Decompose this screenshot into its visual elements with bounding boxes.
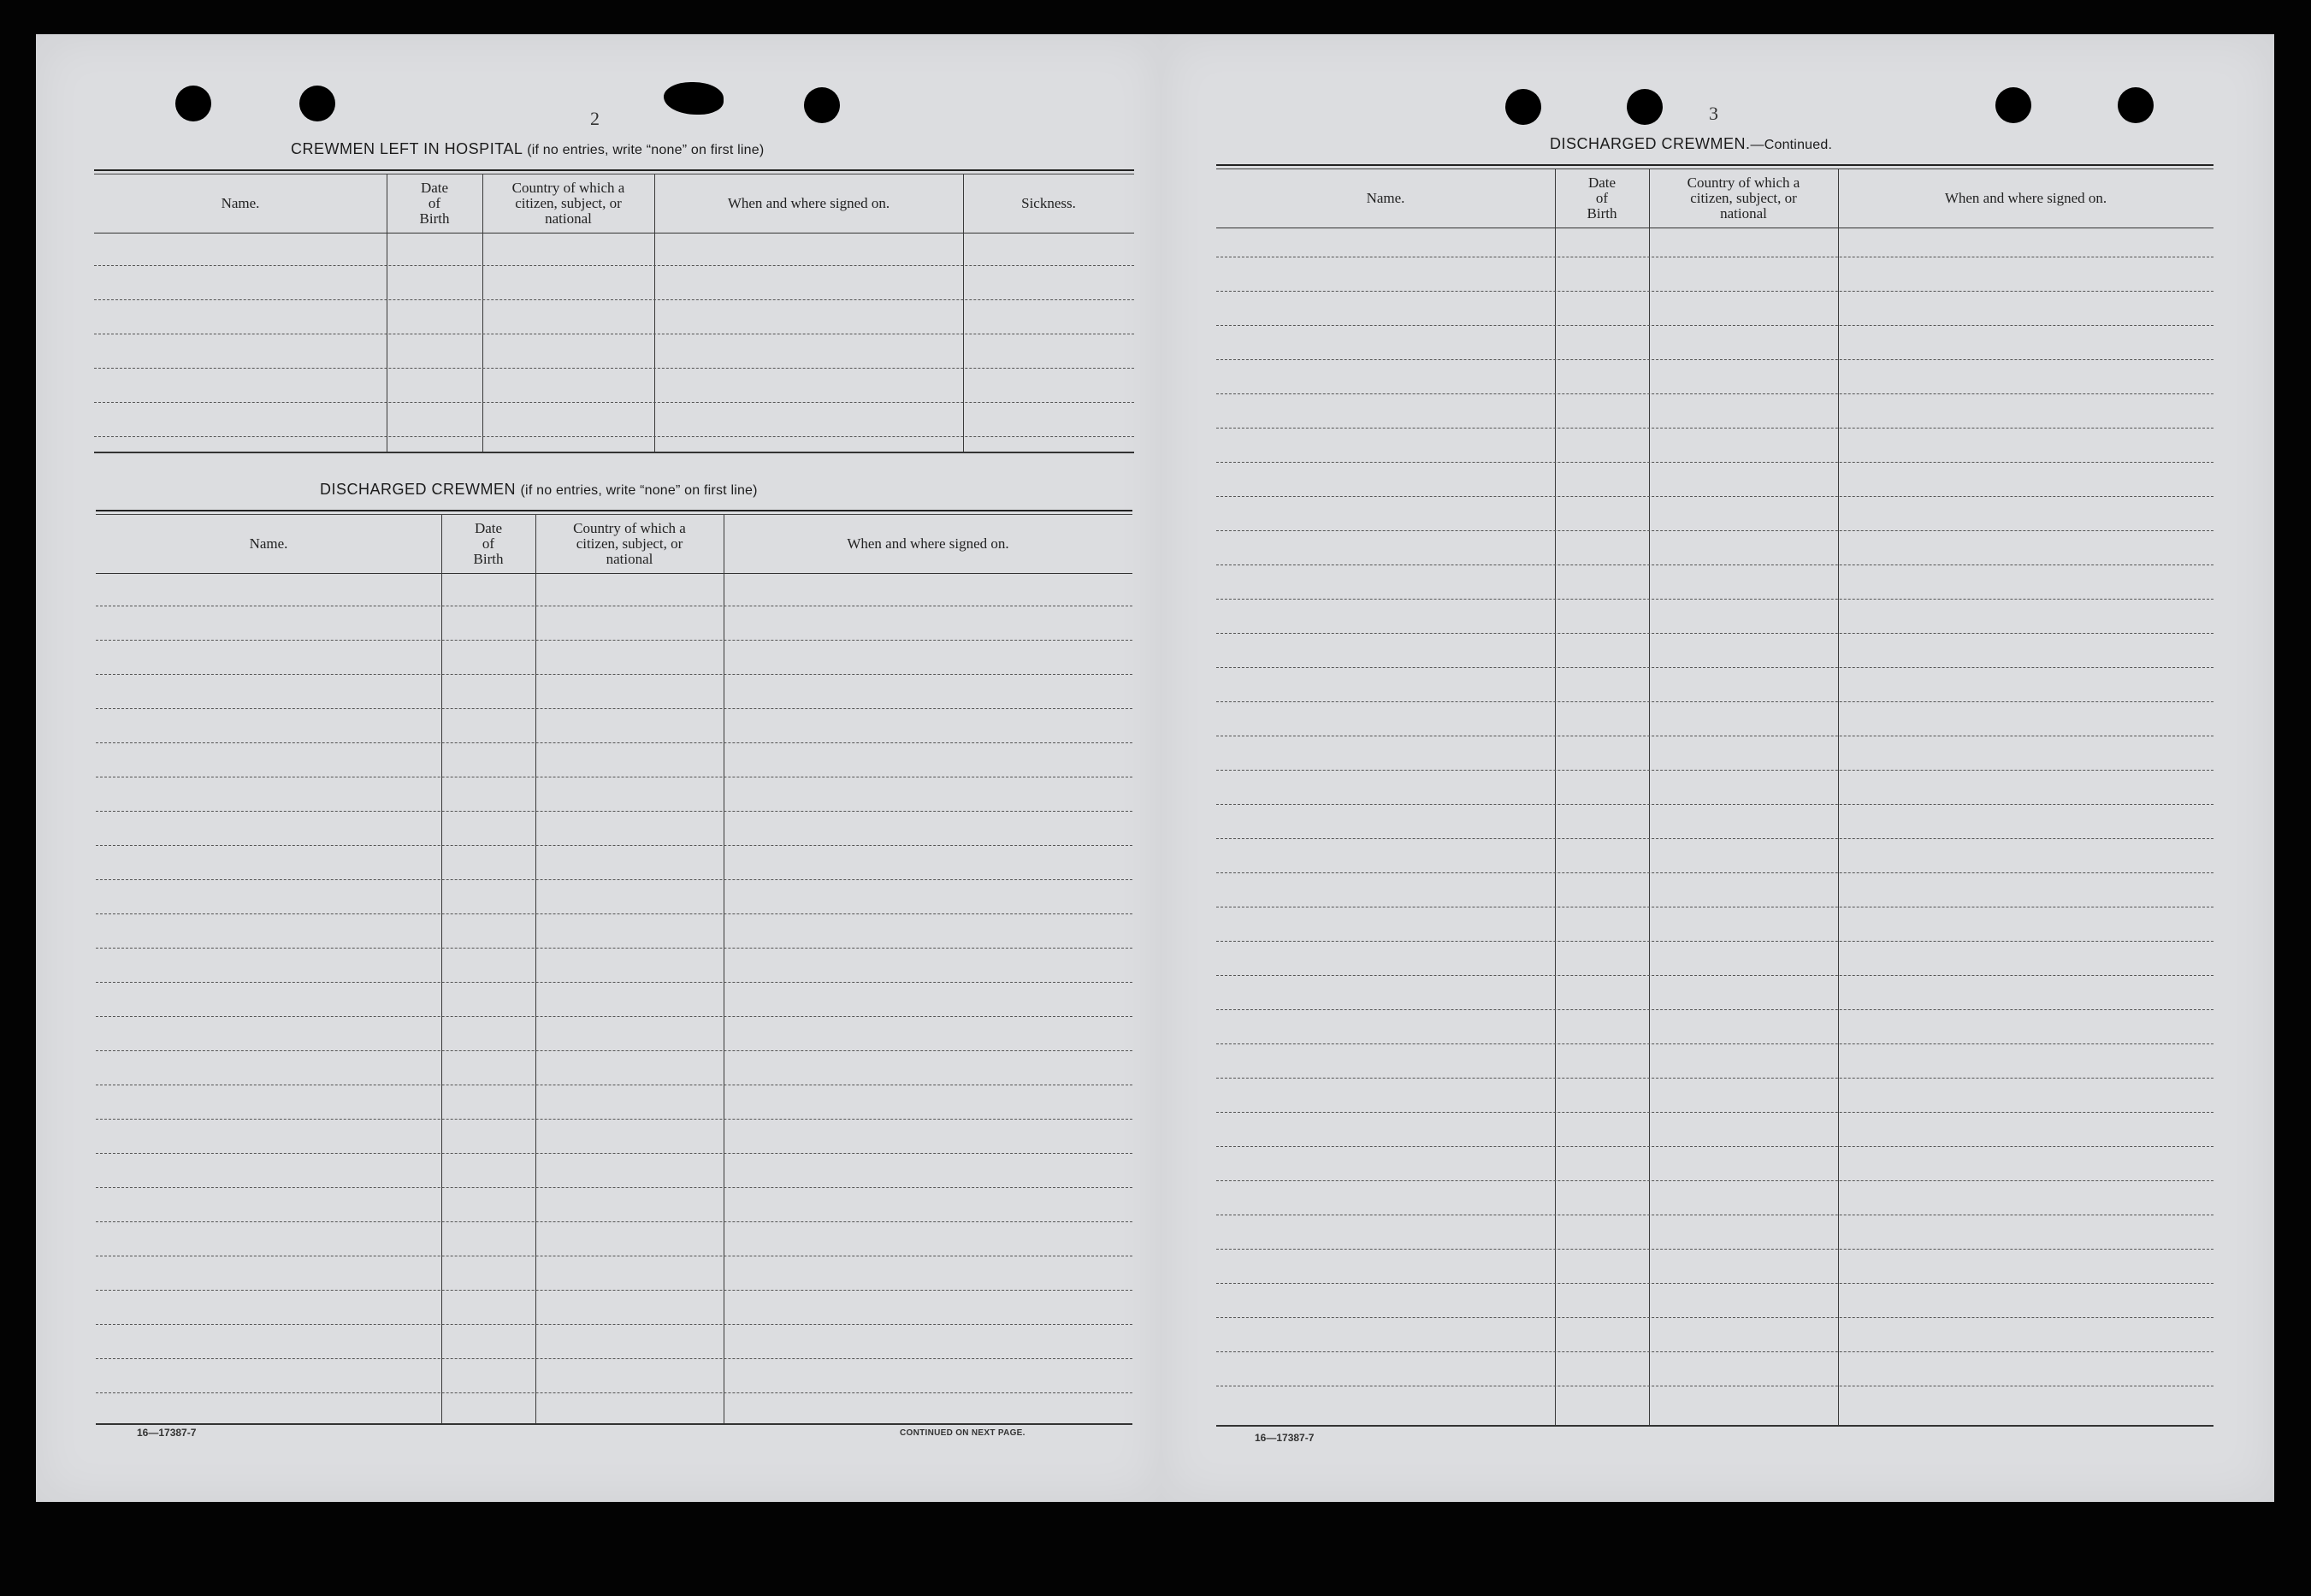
hospital-instruction: (if no entries, write “none” on first line) xyxy=(527,143,765,157)
entry-line[interactable] xyxy=(1216,359,2213,360)
column-header-name: Name. xyxy=(1366,190,1405,206)
dob-line: Date xyxy=(474,520,503,536)
punch-hole xyxy=(1627,89,1663,125)
column-header-name: Name. xyxy=(221,195,260,211)
table-top-rule xyxy=(94,169,1134,174)
hospital-title-text: CREWMEN LEFT IN HOSPITAL xyxy=(291,140,523,157)
column-header-name: Name. xyxy=(249,535,288,552)
entry-line[interactable] xyxy=(96,913,1132,914)
table-bottom-rule xyxy=(96,1423,1132,1425)
entry-line[interactable] xyxy=(96,1119,1132,1120)
form-code: 16—17387-7 xyxy=(137,1427,197,1439)
table-top-rule xyxy=(1216,164,2213,169)
country-line: Country of which a xyxy=(573,520,686,536)
entry-line[interactable] xyxy=(96,1290,1132,1291)
country-line: citizen, subject, or xyxy=(1690,190,1797,206)
entry-line[interactable] xyxy=(1216,941,2213,942)
punch-hole xyxy=(299,86,335,121)
continued-suffix: —Continued. xyxy=(1750,138,1833,152)
continued-note: CONTINUED ON NEXT PAGE. xyxy=(900,1428,1025,1438)
entry-line[interactable] xyxy=(94,436,1134,437)
entry-line[interactable] xyxy=(94,402,1134,403)
column-header-dob xyxy=(387,176,482,231)
country-line: Country of which a xyxy=(511,180,625,196)
hospital-table xyxy=(94,169,1134,491)
entry-line[interactable] xyxy=(1216,1180,2213,1181)
entry-line[interactable] xyxy=(96,640,1132,641)
entry-line[interactable] xyxy=(1216,496,2213,497)
entry-line[interactable] xyxy=(1216,1283,2213,1284)
punch-hole xyxy=(664,82,724,115)
country-line: citizen, subject, or xyxy=(515,195,622,211)
column-divider xyxy=(1649,169,1650,1427)
dob-line: Date xyxy=(1587,174,1617,191)
dob-line: of xyxy=(428,195,441,211)
entry-line[interactable] xyxy=(94,265,1134,266)
dob-line: Birth xyxy=(419,210,450,227)
entry-line[interactable] xyxy=(96,948,1132,949)
form-code: 16—17387-7 xyxy=(1255,1432,1315,1444)
entry-line[interactable] xyxy=(96,811,1132,812)
table-bottom-rule xyxy=(1216,1425,2213,1427)
entry-line[interactable] xyxy=(96,674,1132,675)
entry-line[interactable] xyxy=(1216,1078,2213,1079)
left-page xyxy=(36,34,1161,1502)
entry-line[interactable] xyxy=(96,1221,1132,1222)
entry-line[interactable] xyxy=(1216,530,2213,531)
entry-line[interactable] xyxy=(1216,462,2213,463)
discharged-continued-table xyxy=(1216,164,2213,1464)
entry-line[interactable] xyxy=(96,845,1132,846)
column-divider xyxy=(441,515,442,1425)
discharged-section-title xyxy=(320,481,758,499)
entry-line[interactable] xyxy=(94,368,1134,369)
entry-line[interactable] xyxy=(96,1016,1132,1017)
column-header-country xyxy=(482,176,654,231)
column-header-country xyxy=(1649,171,1838,226)
country-line: citizen, subject, or xyxy=(576,535,683,552)
entry-line[interactable] xyxy=(96,708,1132,709)
page-number: 2 xyxy=(590,108,600,129)
entry-line[interactable] xyxy=(1216,701,2213,702)
column-divider xyxy=(535,515,536,1425)
entry-line[interactable] xyxy=(1216,1009,2213,1010)
dob-line: Date xyxy=(420,180,449,196)
dob-line: Birth xyxy=(1587,205,1617,222)
entry-line[interactable] xyxy=(96,742,1132,743)
entry-line[interactable] xyxy=(1216,428,2213,429)
country-line: national xyxy=(606,551,653,567)
entry-line[interactable] xyxy=(1216,599,2213,600)
column-header-sickness: Sickness. xyxy=(1021,195,1076,211)
discharged-table xyxy=(96,510,1132,1459)
discharged-continued-text: DISCHARGED CREWMEN. xyxy=(1550,135,1751,152)
column-header-dob xyxy=(441,517,535,571)
discharged-title-text: DISCHARGED CREWMEN xyxy=(320,481,517,498)
entry-line[interactable] xyxy=(1216,1249,2213,1250)
punch-hole xyxy=(2118,87,2154,123)
punch-hole xyxy=(1505,89,1541,125)
page-number: 3 xyxy=(1709,103,1718,124)
entry-line[interactable] xyxy=(96,1392,1132,1393)
entry-line[interactable] xyxy=(94,299,1134,300)
entry-line[interactable] xyxy=(96,1187,1132,1188)
column-divider xyxy=(1555,169,1556,1427)
punch-hole xyxy=(1995,87,2031,123)
right-page xyxy=(1161,34,2274,1502)
entry-line[interactable] xyxy=(1216,1351,2213,1352)
column-header-signed-on: When and where signed on. xyxy=(727,195,890,211)
punch-hole xyxy=(804,87,840,123)
entry-line[interactable] xyxy=(1216,838,2213,839)
discharged-continued-title xyxy=(1550,135,1832,153)
country-line: Country of which a xyxy=(1687,174,1800,191)
entry-line[interactable] xyxy=(1216,1317,2213,1318)
dob-line: of xyxy=(482,535,495,552)
entry-line[interactable] xyxy=(96,982,1132,983)
column-header-dob xyxy=(1555,171,1649,226)
entry-line[interactable] xyxy=(1216,1146,2213,1147)
discharged-instruction: (if no entries, write “none” on first line) xyxy=(520,483,758,498)
table-bottom-rule xyxy=(94,452,1134,453)
punch-hole xyxy=(175,86,211,121)
entry-line[interactable] xyxy=(1216,1112,2213,1113)
entry-line[interactable] xyxy=(1216,633,2213,634)
entry-line[interactable] xyxy=(1216,667,2213,668)
dob-line: Birth xyxy=(473,551,504,567)
entry-line[interactable] xyxy=(1216,975,2213,976)
column-header-country xyxy=(535,517,724,571)
entry-line[interactable] xyxy=(1216,393,2213,394)
column-header-signed-on: When and where signed on. xyxy=(1944,190,2107,206)
dob-line: of xyxy=(1595,190,1609,206)
entry-line[interactable] xyxy=(96,1324,1132,1325)
country-line: national xyxy=(1720,205,1767,222)
entry-line[interactable] xyxy=(1216,770,2213,771)
country-line: national xyxy=(545,210,592,227)
entry-line[interactable] xyxy=(1216,804,2213,805)
entry-line[interactable] xyxy=(1216,872,2213,873)
entry-line[interactable] xyxy=(1216,325,2213,326)
column-divider xyxy=(1838,169,1839,1427)
entry-line[interactable] xyxy=(96,1050,1132,1051)
column-header-signed-on: When and where signed on. xyxy=(847,535,1009,552)
hospital-section-title xyxy=(291,140,764,158)
entry-line[interactable] xyxy=(1216,1043,2213,1044)
entry-line[interactable] xyxy=(96,879,1132,880)
entry-line[interactable] xyxy=(96,1153,1132,1154)
header-rule xyxy=(96,573,1132,574)
entry-line[interactable] xyxy=(1216,291,2213,292)
entry-line[interactable] xyxy=(96,1358,1132,1359)
table-top-rule xyxy=(96,510,1132,515)
